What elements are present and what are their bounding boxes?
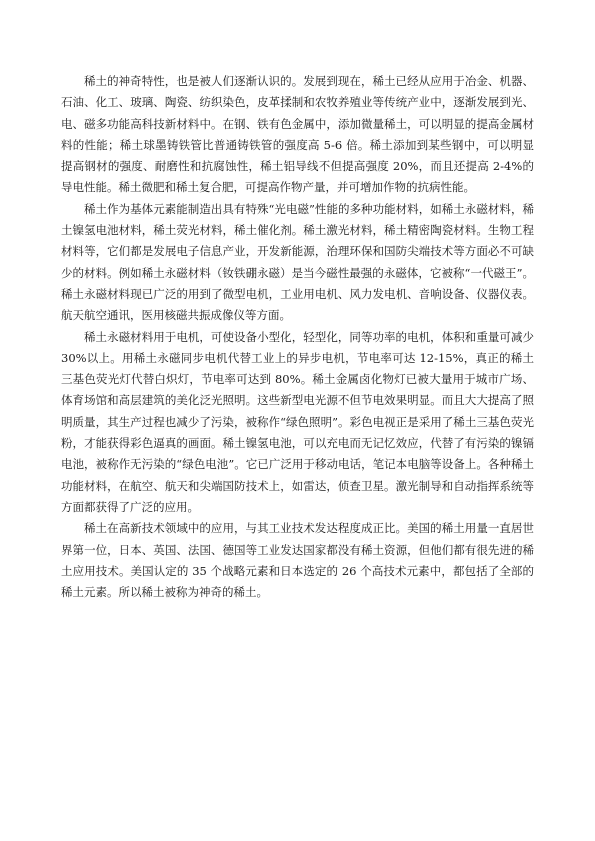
paragraph-permanent-magnet-applications: 稀土永磁材料用于电机，可使设备小型化，轻型化，同等功率的电机，体积和重量可减少 30%以上。用稀土永磁同步电机代替工业上的异步电机，节电率可达 12-15%，真正的稀土三基色荧光灯代替白炽灯，节电率可达到 80%。稀土金属卤化物灯已被大量用于城市广场、体育场馆和高层建筑的美化泛光照明。这些新型电光源不但节电效果明显。而且大大提高了照明质量，其生产过程也减少了污染，被称作“绿色照明”。彩色电视正是采用了稀土三基色荧光粉，才能获得彩色逼真的画面。稀土镍氢电池，可以充电而无记忆效应，代替了有污染的镍镉电池，被称作无污染的“绿色电池”。它已广泛用于移动电话，笔记本电脑等设备上。各种稀土功能材料，在航空、航天和尖端国防技术上，如雷达，侦查卫星。激光制导和自动指挥系统等方面都获得了广泛的应用。 — [61, 329, 534, 514]
paragraph-rare-earth-properties: 稀土的神奇特性，也是被人们逐渐认识的。发展到现在，稀土已经从应用于冶金、机器、石油、化工、玻璃、陶瓷、纺织染色，皮革揉制和农牧养殖业等传统产业中，逐渐发展到光、电、磁多功能高科技新材料中。在钢、铁有色金属中，添加微量稀土，可以明显的提高金属材料的性能；稀土球墨铸铁管比普通铸铁管的强度高 5-6 倍。稀土添加到某些钢中，可以明显提高钢材的强度、耐磨性和抗腐蚀性，稀土铝导线不但提高强度 20%，而且还提高 2-4%的导电性能。稀土微肥和稀土复合肥，可提高作物产量，并可增加作物的抗病性能。 — [61, 74, 534, 195]
document-body — [61, 71, 534, 603]
paragraph-functional-materials: 稀土作为基体元素能制造出具有特殊“光电磁”性能的多种功能材料，如稀土永磁材料，稀土镍氢电池材料，稀土荧光材料，稀土催化剂。稀土激光材料，稀土精密陶瓷材料。生物工程材料等，它们都是发展电子信息产业，开发新能源，治理环保和国防尖端技术等方面必不可缺少的材料。例如稀土永磁材料（钕铁硼永磁）是当今磁性最强的永磁体，它被称“一代磁王”。稀土永磁材料现已广泛的用到了微型电机，工业用电机、风力发电机、音响设备、仪器仪表。航天航空通讯，医用核磁共振成像仪等方面。 — [61, 201, 534, 323]
paragraph-high-tech-usage: 稀土在高新技术领域中的应用，与其工业技术发达程度成正比。美国的稀土用量一直居世界第一位，日本、英国、法国、德国等工业发达国家都没有稀土资源，但他们都有很先进的稀土应用技术。美国认定的 35 个战略元素和日本选定的 26 个高技术元素中，都包括了全部的稀土元素。所以稀土被称为神奇的稀土。 — [61, 521, 534, 600]
